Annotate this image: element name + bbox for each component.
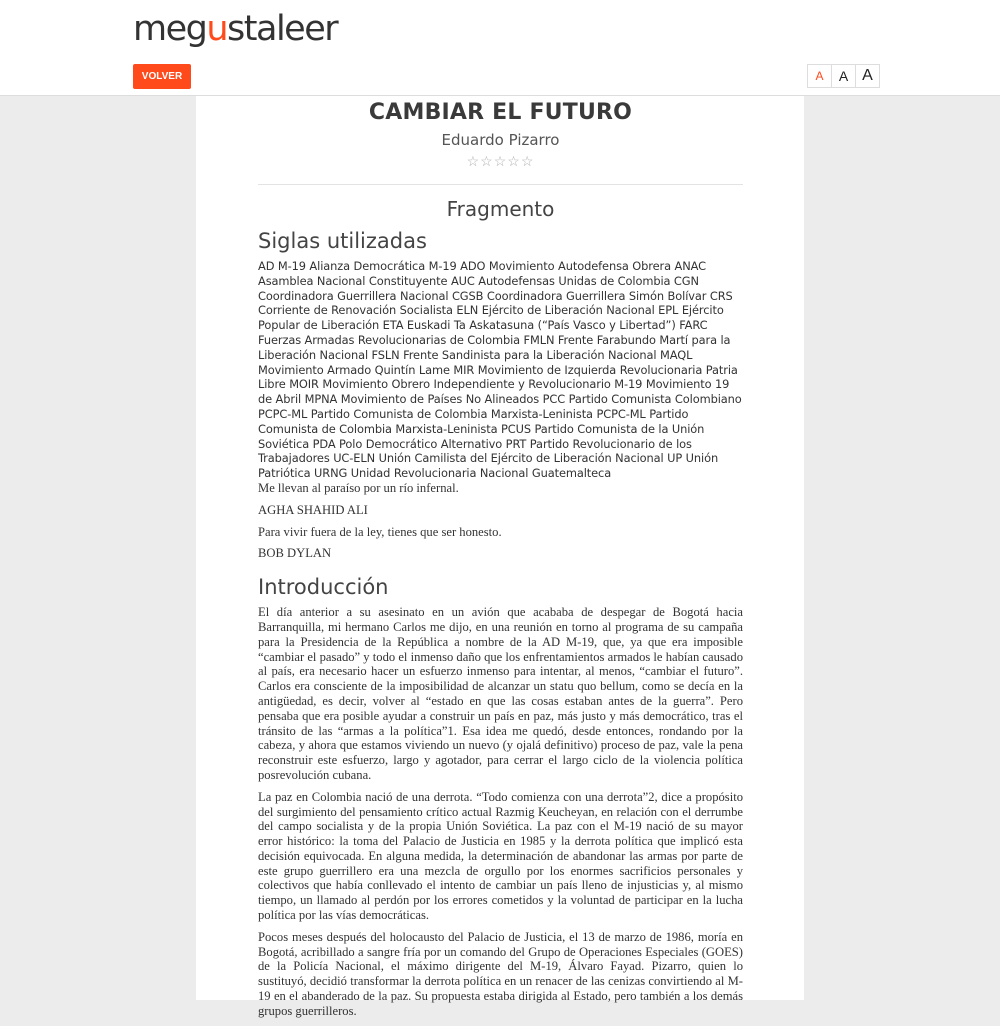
siglas-text: AD M-19 Alianza Democrática M-19 ADO Movimiento Autodefensa Obrera ANAC Asamblea Nacional Constituyente AUC Autodefensas Unidas de Colombia CGN Coordinadora Guerrillera Nacional CGSB Coordinadora Guerrillera Simón Bolívar CRS Corriente de Renovación Socialista ELN Ejército de Liberación Nacional EPL Ejército Popular de Liberación ETA Euskadi Ta Askatasuna (“País Vasco y Libertad”) FARC Fuerzas Armadas Revolucionarias de Colombia FMLN Frente Farabundo Martí para la Liberación Nacional FSLN Frente Sandinista para la Liberación Nacional MAQL Movimiento Armado Quintín Lame MIR Movimiento de Izquierda Revolucionaria Patria Libre MOIR Movimiento Obrero Independiente y Revolucionario M-19 Movimiento 19 de Abril MPNA Movimiento de Países No Alineados PCC Partido Comunista Colombiano PCPC-ML Partido Comunista de Colombia Marxista-Leninista PCPC-ML Partido Comunista de Colombia Marxista-Leninista PCUS Partido Comunista de la Unión Soviética PDA Polo Democrático Alternativo PRT Partido Revolucionario de los Trabajadores UC-ELN Unión Camilista del Ejército de Liberación Nacional UP Unión Patriótica URNG Unidad Revolucionaria Nacional Guatemalteca [258,259,742,481]
back-button[interactable]: VOLVER [133,64,191,89]
fragment-heading: Fragmento [446,197,555,221]
font-size-selector [807,64,880,88]
introduccion-heading: Introducción [258,575,389,600]
reader-panel[interactable] [196,96,804,1018]
font-size-large-button[interactable]: A [862,67,873,84]
top-header [0,0,1000,96]
megustaleer-logo[interactable] [133,9,337,49]
intro-paragraph: La paz en Colombia nació de una derrota. “Todo comienza con una derrota”2, dice a propósito del surgimiento del pensamiento crítico actual Razmig Keucheyan, en relación con el derrumbe del campo socialista y de la propia Unión Soviética. La paz con el M-19 nació de su mayor error histórico: la toma del Palacio de Justicia en 1985 y la derrota política que implicó esta decisión equivocada. En alguna medida, la determinación de abandonar las armas por parte de este grupo guerrillero era una mezcla de orgullo por los enormes sacrificios personales y colectivos que había conllevado el intento de cambiar un país lleno de injusticias y, al mismo tiempo, un llamado al perdón por los errores cometidos y la voluntad de participar en la lucha política por las vías democráticas. [258,789,743,923]
font-size-medium-button[interactable]: A [832,65,856,87]
siglas-heading: Siglas utilizadas [258,229,427,253]
logo-text-part1: meg [133,9,207,49]
book-title: CAMBIAR EL FUTURO [368,100,633,125]
reader-content [258,96,743,1026]
logo-text-part3: leer [275,9,338,49]
logo-text-accent: u [206,9,228,49]
font-size-small-button[interactable]: A [808,65,832,87]
divider [258,184,743,185]
epigraph-author: AGHA SHAHID ALI [258,502,368,517]
epigraph-quote: Para vivir fuera de la ley, tienes que ser honesto. [258,524,502,539]
epigraph-author: BOB DYLAN [258,546,332,561]
logo-text-part2: sta [227,9,276,49]
epigraph-quote: Me llevan al paraíso por un río infernal. [258,480,459,495]
intro-paragraph: El día anterior a su asesinato en un avión que acababa de despegar de Bogotá hacia Barranquilla, mi hermano Carlos me dijo, en una reunión en torno al programa de su campaña para la Presidencia de la República a nombre de la AD M-19, que, ya que era imposible “cambiar el pasado” y todo el inmenso daño que los enfrentamientos armados le habían causado al país, era necesario hacer un esfuerzo inmenso para intentar, al menos, “cambiar el futuro”. Carlos era consciente de la imposibilidad de alcanzar un statu quo bellum, como se decía en la antigüedad, es decir, volver al “estado en que las cosas estaban antes de la guerra”. Pero pensaba que era posible ayudar a construir un país en paz, más justo y más democrático, tras el tránsito de las “armas a la política”1. Esa idea me quedó, desde entonces, rondando por la cabeza, y ahora que estamos viviendo un nuevo (y ojalá definitivo) proceso de paz, vale la pena reconstruir este esfuerzo, largo y agotador, para cerrar el largo ciclo de la violencia política posrevolución cubana. [258,605,743,782]
book-author: Eduardo Pizarro [441,131,560,149]
rating-stars[interactable]: ☆☆☆☆☆ [466,153,535,169]
intro-paragraph: Pocos meses después del holocausto del Palacio de Justicia, el 13 de marzo de 1986, moría en Bogotá, acribillado a sangre fría por un comando del Grupo de Operaciones Especiales (GOES) de la Policía Nacional, el máximo dirigente del M-19, Álvaro Fayad. Pizarro, quien lo sustituyó, decidió transformar la derrota política en un renacer de las cenizas convirtiendo al M-19 en el abanderado de la paz. Su propuesta estaba dirigida al Estado, pero también a los demás grupos guerrilleros. [258,929,743,1018]
